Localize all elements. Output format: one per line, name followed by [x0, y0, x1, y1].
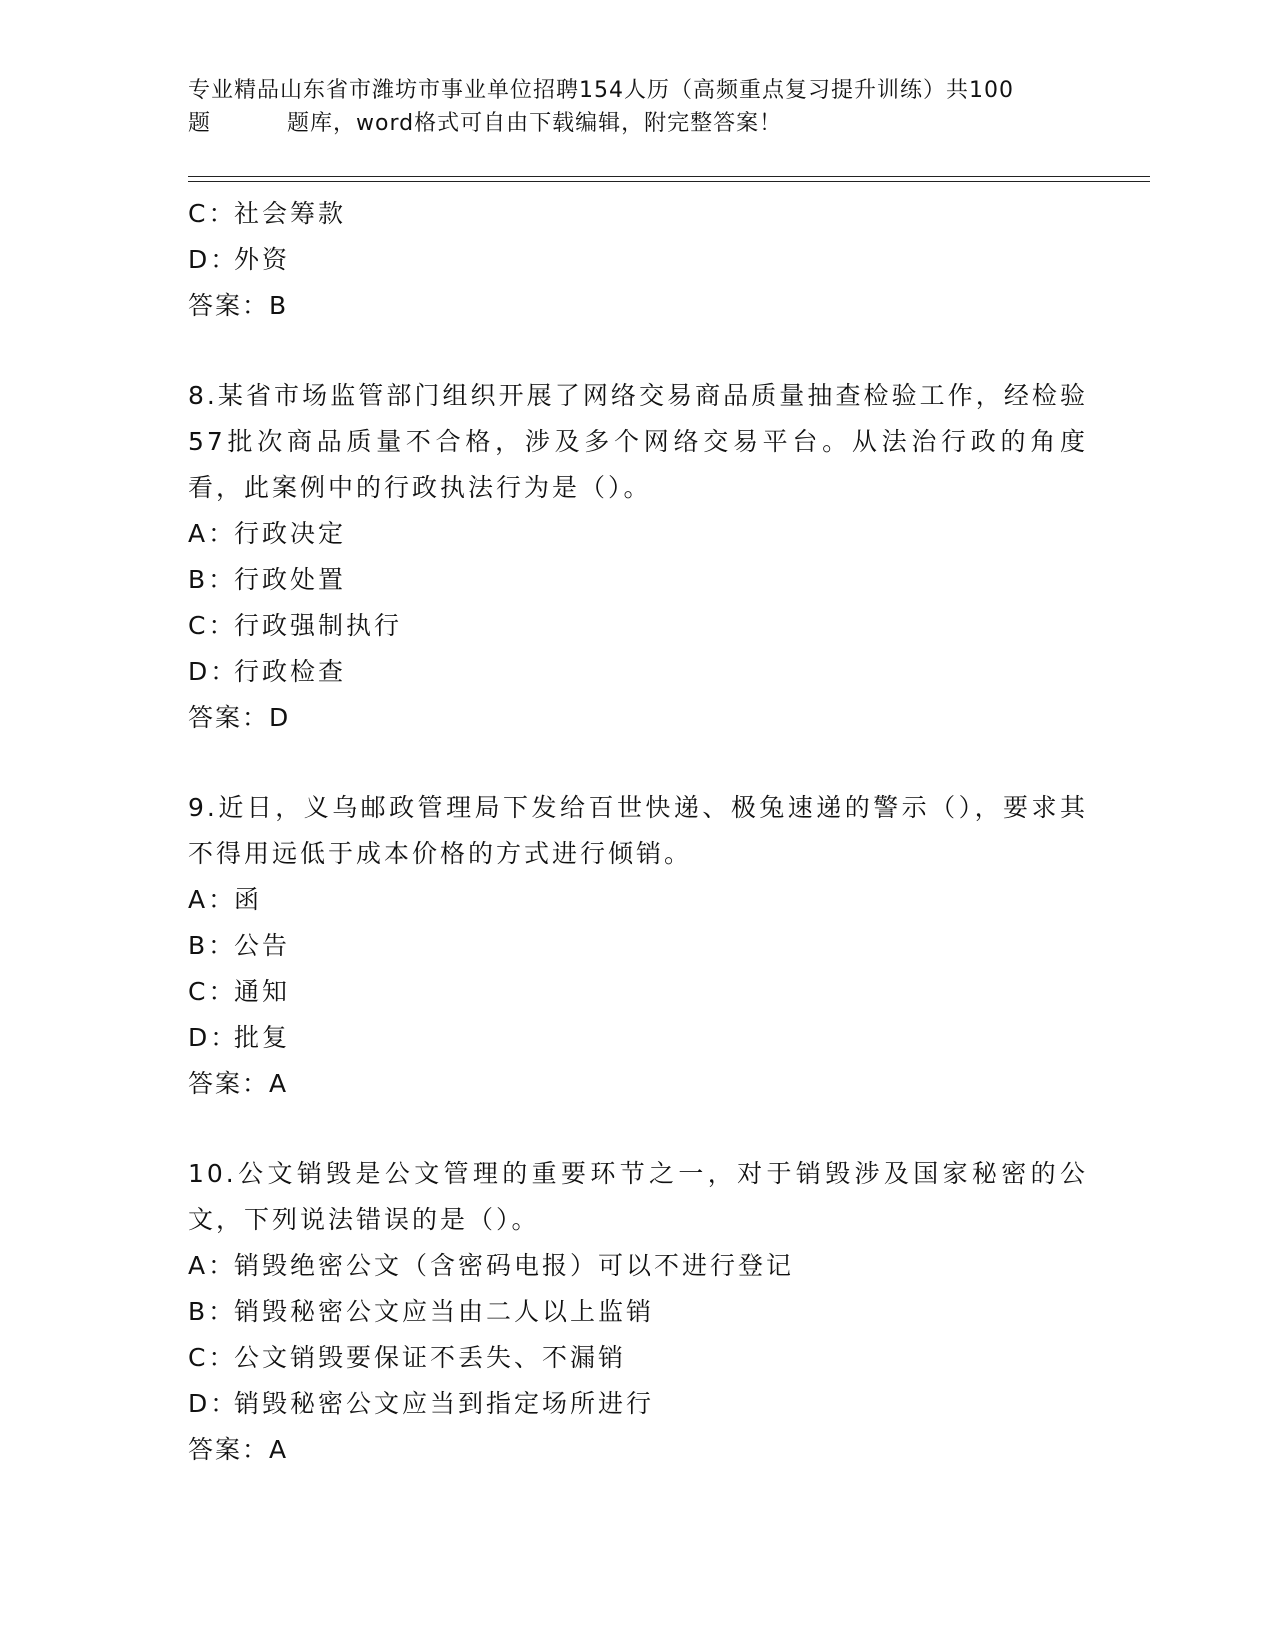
question-content — [188, 191, 1150, 1473]
page-header — [188, 74, 1088, 140]
option-d — [188, 1015, 1150, 1061]
question-8 — [188, 373, 1150, 741]
option-text: 通知 — [234, 977, 291, 1006]
option-text: 公告 — [234, 931, 291, 960]
option-key: D： — [188, 245, 239, 274]
option-d — [188, 1381, 1150, 1427]
answer-line: 答案：D — [188, 703, 291, 732]
option-key: B： — [188, 931, 237, 960]
answer-line: 答案：A — [188, 1069, 289, 1098]
carryover-block — [188, 191, 1150, 329]
option-key: B： — [188, 565, 237, 594]
option-b — [188, 1289, 1150, 1335]
option-text: 行政处置 — [234, 565, 347, 594]
option-text: 批复 — [234, 1023, 291, 1052]
option-key: A： — [188, 1251, 237, 1280]
option-key: A： — [188, 519, 237, 548]
option-text: 销毁秘密公文应当到指定场所进行 — [234, 1389, 655, 1418]
option-a — [188, 1243, 1150, 1289]
option-a — [188, 511, 1150, 557]
option-key: D： — [188, 1389, 239, 1418]
option-c — [188, 603, 1150, 649]
option-b — [188, 923, 1150, 969]
header-divider-top — [188, 176, 1150, 177]
option-key: D： — [188, 657, 239, 686]
option-key: C： — [188, 199, 237, 228]
answer-line: 答案：B — [188, 291, 289, 320]
option-key: A： — [188, 885, 237, 914]
header-title-line-1: 专业精品山东省市潍坊市事业单位招聘154人历（高频重点复习提升训练）共100 — [188, 78, 1014, 103]
option-text: 外资 — [234, 245, 291, 274]
option-key: C： — [188, 977, 237, 1006]
option-key: C： — [188, 1343, 237, 1372]
header-subtitle: 题库，word格式可自由下载编辑，附完整答案！ — [287, 111, 783, 136]
option-a — [188, 877, 1150, 923]
answer-line: 答案：A — [188, 1435, 289, 1464]
header-divider-bottom — [188, 181, 1150, 182]
question-9 — [188, 785, 1150, 1107]
question-stem: 8.某省市场监管部门组织开展了网络交易商品质量抽查检验工作，经检验57批次商品质量不合格，涉及多个网络交易平台。从法治行政的角度看，此案例中的行政执法行为是（）。 — [188, 381, 1088, 502]
option-d — [188, 649, 1150, 695]
option-key: D： — [188, 1023, 239, 1052]
option-c — [188, 1335, 1150, 1381]
question-stem: 10.公文销毁是公文管理的重要环节之一，对于销毁涉及国家秘密的公文，下列说法错误的是（）。 — [188, 1159, 1088, 1234]
option-b — [188, 557, 1150, 603]
option-c — [188, 969, 1150, 1015]
option-key: C： — [188, 611, 237, 640]
option-key: B： — [188, 1297, 237, 1326]
option-d — [188, 237, 1150, 283]
option-text: 社会筹款 — [234, 199, 347, 228]
option-text: 销毁绝密公文（含密码电报）可以不进行登记 — [234, 1251, 795, 1280]
option-text: 公文销毁要保证不丢失、不漏销 — [234, 1343, 627, 1372]
header-title-line-2 — [188, 107, 1088, 140]
question-stem: 9.近日，义乌邮政管理局下发给百世快递、极兔速递的警示（），要求其不得用远低于成本价格的方式进行倾销。 — [188, 793, 1088, 868]
question-10 — [188, 1151, 1150, 1473]
option-text: 销毁秘密公文应当由二人以上监销 — [234, 1297, 655, 1326]
option-text: 行政检查 — [234, 657, 347, 686]
option-c — [188, 191, 1150, 237]
option-text: 行政强制执行 — [234, 611, 403, 640]
option-text: 行政决定 — [234, 519, 347, 548]
option-text: 函 — [234, 885, 263, 914]
header-title-fragment: 题 — [188, 111, 212, 136]
